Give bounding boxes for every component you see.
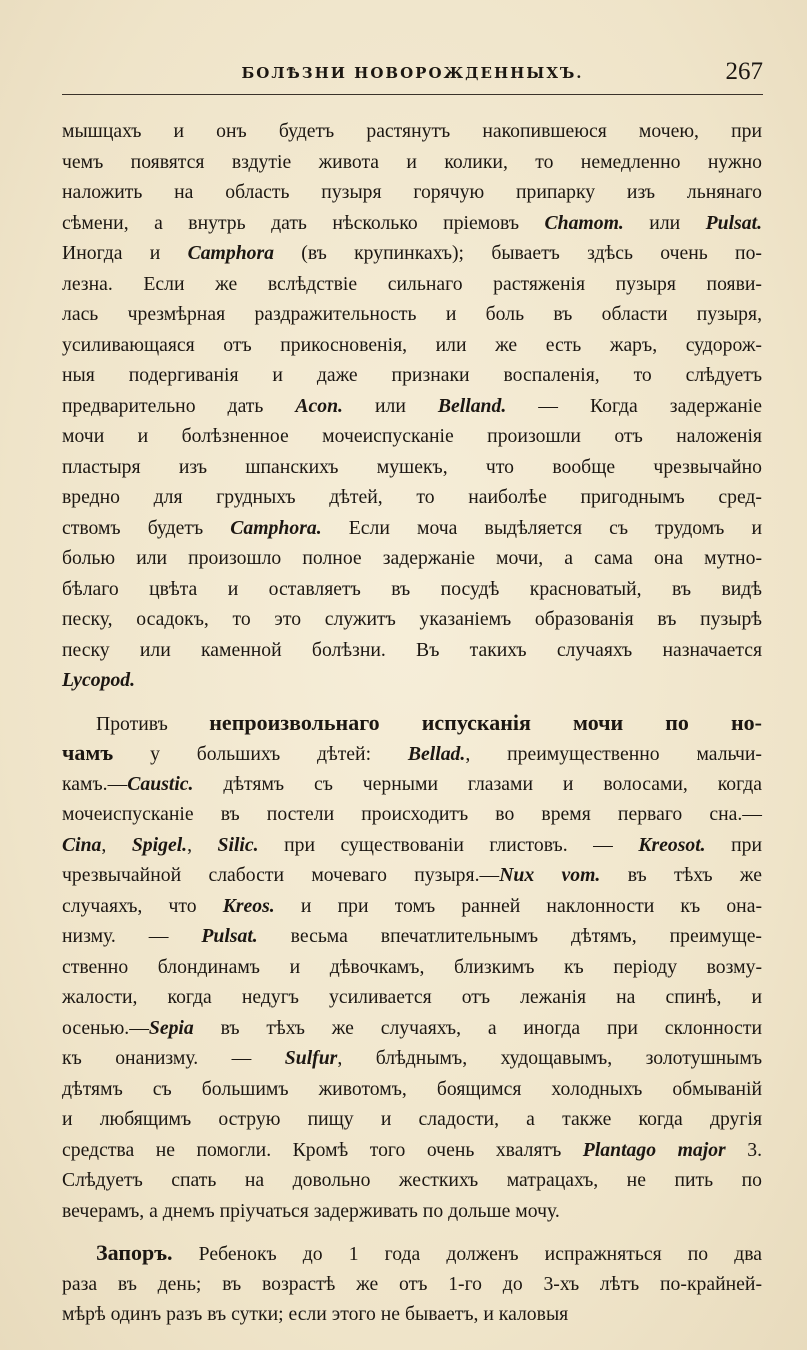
remedy-name: Spigel. bbox=[131, 833, 188, 856]
remedy-name: Chamom. bbox=[544, 211, 624, 234]
text-span: ныя подергиванія и даже признаки воспаленія, то слѣдуетъ bbox=[62, 364, 762, 386]
text-span: жалости, когда недугъ усиливается отъ лежанія на спинѣ, и bbox=[62, 986, 762, 1008]
text-line bbox=[62, 147, 762, 178]
text-span: — Когда задержаніе bbox=[506, 394, 762, 417]
remedy-name: Nux vom. bbox=[499, 864, 601, 886]
text-span: усиливающаяся отъ прикосновенія, или же есть жаръ, судорож- bbox=[62, 333, 762, 356]
remedy-name: Lycopod. bbox=[62, 669, 136, 691]
paragraph-gap bbox=[62, 1226, 762, 1238]
text-line bbox=[62, 769, 762, 800]
remedy-name: Silic. bbox=[217, 833, 259, 856]
text-line bbox=[62, 330, 762, 361]
text-span: Ребенокъ до 1 года долженъ испражняться по два bbox=[172, 1243, 762, 1265]
remedy-name: Cina bbox=[62, 833, 102, 856]
text-span: дѣтямъ съ большимъ животомъ, боящимся холодныхъ обмываній bbox=[62, 1077, 762, 1100]
text-span: случаяхъ, что bbox=[62, 894, 223, 917]
remedy-name: Sepia bbox=[148, 1016, 194, 1039]
text-span: при существованіи глистовъ. — bbox=[258, 833, 639, 856]
remedy-name: Pulsat. bbox=[705, 211, 762, 234]
text-span: предварительно дать bbox=[62, 394, 296, 417]
remedy-name: Caustic. bbox=[127, 772, 194, 795]
text-line bbox=[62, 708, 762, 739]
text-span: мочи и болѣзненное мочеиспусканіе произошли отъ наложенія bbox=[62, 425, 762, 447]
text-line bbox=[62, 1299, 762, 1330]
text-line bbox=[62, 860, 762, 891]
text-span: мочеиспусканіе въ постели происходитъ во время перваго сна.— bbox=[62, 803, 762, 825]
text-span: и при томъ ранней наклонности къ она- bbox=[274, 894, 762, 917]
text-line bbox=[62, 891, 762, 922]
text-line bbox=[62, 452, 762, 483]
remedy-name: Sulfur bbox=[284, 1047, 338, 1069]
text-span: Противъ bbox=[96, 712, 210, 735]
text-span: въ тѣхъ же случаяхъ, а иногда при склонности bbox=[193, 1016, 762, 1039]
remedy-name: Acon. bbox=[295, 394, 343, 417]
remedy-name: Kreos. bbox=[222, 894, 275, 917]
text-span: мышцахъ и онъ будетъ растянутъ накопившеюся мочею, при bbox=[62, 120, 762, 142]
text-span: (въ крупинкахъ); бываетъ здѣсь очень по- bbox=[274, 242, 762, 264]
text-span: , блѣднымъ, худощавымъ, золотушнымъ bbox=[337, 1047, 763, 1069]
text-span: мѣрѣ одинъ разъ въ сутки; если этого не бываетъ, и каловыя bbox=[62, 1303, 569, 1325]
text-span: сѣмени, а внутрь дать нѣсколько пріемовъ bbox=[62, 211, 545, 234]
text-span: вредно для грудныхъ дѣтей, то наиболѣе пригоднымъ сред- bbox=[62, 486, 762, 508]
text-span: чемъ появятся вздутіе живота и колики, то немедленно нужно bbox=[62, 150, 762, 173]
text-line bbox=[62, 635, 762, 666]
text-span: Иногда и bbox=[62, 242, 188, 264]
text-span: , bbox=[187, 833, 218, 856]
remedy-name: Camphora bbox=[187, 242, 274, 264]
text-line bbox=[62, 482, 762, 513]
text-span: ственно блондинамъ и дѣвочкамъ, близкимъ къ періоду возму- bbox=[62, 955, 762, 978]
text-line bbox=[62, 1104, 762, 1135]
text-span: низму. — bbox=[62, 925, 202, 947]
text-line bbox=[62, 177, 762, 208]
text-line bbox=[62, 604, 762, 635]
text-span: , преимущественно мальчи- bbox=[465, 743, 762, 765]
text-span: лась чрезмѣрная раздражительность и боль въ области пузыря, bbox=[62, 303, 762, 325]
text-span: у большихъ дѣтей: bbox=[113, 743, 408, 765]
text-line bbox=[62, 1269, 762, 1300]
remedy-name: Pulsat. bbox=[201, 925, 258, 947]
text-span: наложить на область пузыря горячую припарку изъ льнянаго bbox=[62, 181, 762, 203]
text-line bbox=[62, 513, 762, 544]
text-line bbox=[62, 738, 762, 769]
text-span: дѣтямъ съ черными глазами и волосами, когда bbox=[193, 772, 762, 795]
text-line bbox=[62, 799, 762, 830]
text-line bbox=[62, 1165, 762, 1196]
text-span: или bbox=[623, 211, 706, 234]
text-line bbox=[62, 952, 762, 983]
text-line bbox=[62, 982, 762, 1013]
text-span: пластыря изъ шпанскихъ мушекъ, что вообще чрезвычайно bbox=[62, 455, 762, 478]
remedy-name: Plantago major bbox=[582, 1138, 726, 1161]
text-line bbox=[62, 1196, 762, 1227]
text-span: средства не помогли. Кромѣ того очень хвалятъ bbox=[62, 1138, 583, 1161]
text-span: Слѣдуетъ спать на довольно жесткихъ матрацахъ, не пить по bbox=[62, 1169, 762, 1191]
page-header bbox=[62, 60, 763, 95]
remedy-name: Bellad. bbox=[407, 743, 466, 765]
text-span: песку или каменной болѣзни. Въ такихъ случаяхъ назначается bbox=[62, 638, 762, 661]
text-line bbox=[62, 1043, 762, 1074]
text-line bbox=[62, 1074, 762, 1105]
text-line bbox=[62, 543, 762, 574]
text-line bbox=[62, 421, 762, 452]
text-span: ствомъ будетъ bbox=[62, 516, 231, 539]
remedy-name: Kreosot. bbox=[638, 833, 706, 856]
text-span: раза въ день; въ возрастѣ же отъ 1-го до 3-хъ лѣтъ по-крайней- bbox=[62, 1272, 762, 1295]
text-span: осенью.— bbox=[62, 1016, 149, 1039]
text-line bbox=[62, 116, 762, 147]
text-span: песку, осадокъ, то это служитъ указаніемъ образованія въ пузырѣ bbox=[62, 608, 762, 630]
text-span: въ тѣхъ же bbox=[600, 864, 762, 886]
text-line bbox=[62, 665, 762, 696]
text-line bbox=[62, 360, 762, 391]
text-span: Если моча выдѣляется съ трудомъ и bbox=[321, 516, 762, 539]
text-span: весьма впечатлительнымъ дѣтямъ, преимуще- bbox=[257, 925, 762, 947]
text-span: лезна. Если же вслѣдствіе сильнаго растяженія пузыря появи- bbox=[62, 272, 762, 295]
text-line bbox=[62, 208, 762, 239]
running-title: БОЛѢЗНИ НОВОРОЖДЕННЫХЪ. bbox=[241, 64, 584, 82]
text-line bbox=[62, 1135, 762, 1166]
text-line bbox=[62, 1238, 762, 1269]
text-line bbox=[62, 574, 762, 605]
text-line bbox=[62, 830, 762, 861]
text-span: , bbox=[101, 833, 132, 856]
text-line bbox=[62, 391, 762, 422]
text-span: вечерамъ, а днемъ пріучаться задерживать по дольше мочу. bbox=[62, 1199, 560, 1222]
text-line bbox=[62, 921, 762, 952]
paragraph-gap bbox=[62, 696, 762, 708]
remedy-name: Belland. bbox=[437, 394, 507, 417]
remedy-name: Camphora. bbox=[230, 516, 322, 539]
body-text bbox=[62, 116, 762, 1330]
text-span: болью или произошло полное задержаніе мочи, а сама она мутно- bbox=[62, 547, 762, 569]
text-span: къ онанизму. — bbox=[62, 1047, 285, 1069]
text-span: 3. bbox=[725, 1138, 762, 1161]
section-heading: чамъ bbox=[62, 740, 114, 765]
text-span: и любящимъ острую пищу и сладости, а также когда другія bbox=[62, 1108, 762, 1130]
text-span: камъ.— bbox=[62, 772, 128, 795]
text-span: бѣлаго цвѣта и оставляетъ въ посудѣ красноватый, въ видѣ bbox=[62, 577, 762, 600]
text-span: при bbox=[705, 833, 763, 856]
text-span: чрезвычайной слабости мочеваго пузыря.— bbox=[62, 864, 500, 886]
text-line bbox=[62, 269, 762, 300]
text-span: или bbox=[342, 394, 438, 417]
text-line bbox=[62, 299, 762, 330]
page-number: 267 bbox=[725, 58, 763, 85]
section-heading: непроизвольнаго испусканія мочи по но- bbox=[209, 709, 762, 735]
text-line bbox=[62, 238, 762, 269]
text-line bbox=[62, 1013, 762, 1044]
section-heading: Запоръ. bbox=[96, 1240, 173, 1265]
